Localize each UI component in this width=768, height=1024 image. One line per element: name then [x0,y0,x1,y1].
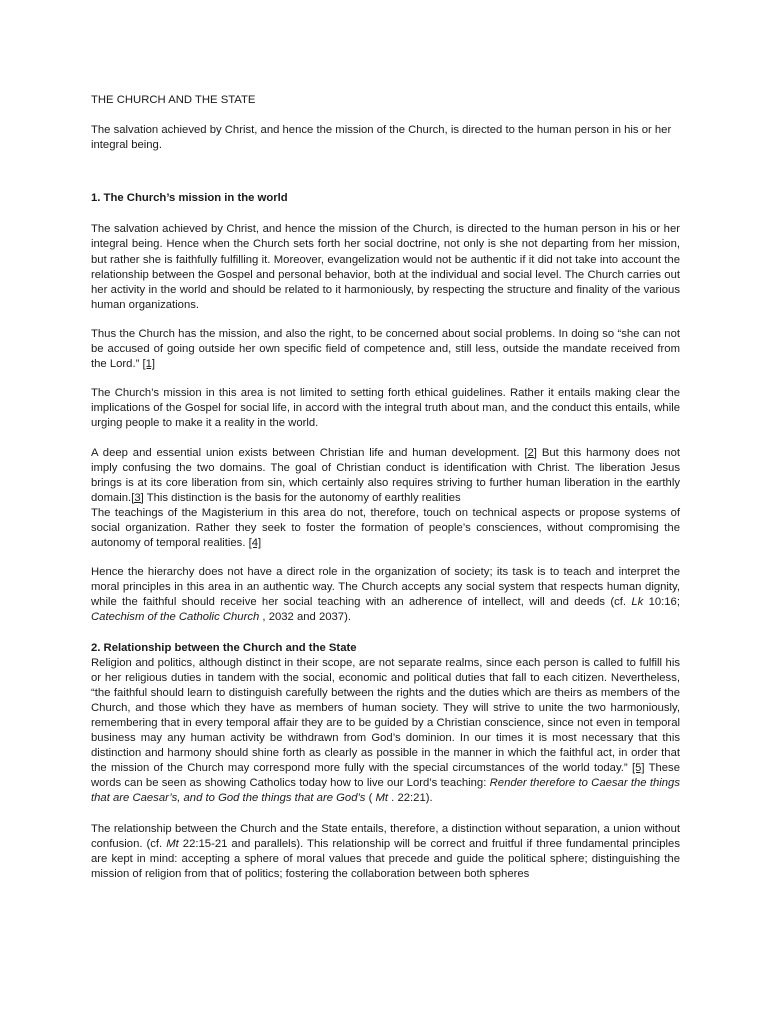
paragraph-text: , 2032 and 2037). [259,611,351,624]
paragraph-text: The teachings of the Magisterium in this area do not, therefore, touch on technical aspects or propose systems of social organization. Rather they seek to foster the formation of people’s consciences, without compromising the autonomy of temporal realities. [91,506,680,550]
citation-mt: Mt [166,837,179,850]
paragraph-text: 22:15-21 and parallels). This relationship will be correct and fruitful if three fundamental principles are kept in mind: accepting a sphere of moral values that precede and guide the political sphere; distinguishing the mission of religion from that of politics; fostering the collaboration between both spheres [91,837,680,880]
section-1-paragraph-3: The Church’s mission in this area is not limited to setting forth ethical guidelines. Rather it entails making clear the implications of the Gospel for social life, in accord with the integral truth about man, and the conduct this entails, while urging people to make it a reality in the world. [91,387,680,430]
paragraph-text: These words can be seen as showing Catholics today how to live our Lord’s teaching: [91,762,680,790]
paragraph-text: This distinction is the basis for the autonomy of earthly realities [143,491,461,504]
citation-catechism: Catechism of the Catholic Church [91,611,260,624]
paragraph-text: 10:16; [643,596,680,609]
intro-paragraph: The salvation achieved by Christ, and hence the mission of the Church, is directed to the human person in his or her integral being. [91,124,672,152]
footnote-link-2[interactable]: [2] [524,446,537,459]
paragraph-text: Religion and politics, although distinct in their scope, are not separate realms, since each person is called to fulfill his or her religious duties in tandem with the social, economic and political duties that fall to each citizen. Nevertheless, “the faithful should learn to distinguish carefully between the rights and the duties which are theirs as members of the Church, and those which they have as members of human society. They will strive to unite the two harmoniously, remembering that in every temporal affair they are to be guided by a Christian conscience, since not even in temporal business may any human activity be withdrawn from God’s dominion. In our times it is most necessary that this distinction and harmony should shine forth as clearly as possible in the manner in which the faithful act, in order that the mission of the Church may correspond more fully with the special circumstances of the world today.” [91,656,680,775]
section-1-paragraph-1: The salvation achieved by Christ, and hence the mission of the Church, is directed to the human person in his or her integral being. Hence when the Church sets forth her social doctrine, not only is she not departing from her mission, but rather she is faithfully fulfilling it. Moreover, evangelization would not be authentic if it did not take into account the relationship between the Gospel and personal behavior, both at the individual and social level. The Church carries out her activity in the world and should be related to it harmoniously, by respecting the structure and finality of the various human organizations. [91,223,680,311]
citation-mt: Mt [375,792,389,805]
footnote-link-4[interactable]: [4] [248,537,262,550]
footnote-link-3[interactable]: [3] [131,491,144,504]
paragraph-text: Thus the Church has the mission, and also the right, to be concerned about social problems. In doing so “she can not be accused of going outside her own specific field of competence and, still less, outside the mandate received from the Lord.” [91,327,680,371]
paragraph-text: Hence the hierarchy does not have a direct role in the organization of society; its task is to teach and interpret the moral principles in this area in an authentic way. The Church accepts any social system that respects human dignity, while the faithful should receive her social teaching with an adherence of intellect, will and deeds (cf. [91,566,680,609]
paragraph-text: A deep and essential union exists between Christian life and human development. [91,446,525,459]
paragraph-text: The relationship between the Church and the State entails, therefore, a distinction without separation, a union without confusion. (cf. [91,822,680,850]
section-2-paragraph-1 [91,656,680,807]
footnote-link-1[interactable]: [1] [142,358,156,371]
section-1-heading: 1. The Church’s mission in the world [91,192,288,205]
paragraph-text: But this harmony does not imply confusing the two domains. The goal of Christian conduct is identification with Christ. The liberation Jesus brings is at its core liberation from sin, which certainly also requires striving to further human liberation in the earthly domain. [91,446,680,504]
section-2-heading: 2. Relationship between the Church and the State [91,641,357,654]
paragraph-text: ( [365,792,376,805]
document-page [91,93,680,896]
citation-lk: Lk [631,596,644,609]
section-1-paragraph-6 [91,565,680,625]
section-1-paragraph-4 [91,446,680,506]
document-title: THE CHURCH AND THE STATE [91,94,256,106]
section-2-paragraph-2 [91,822,680,882]
paragraph-text: . 22:21). [388,792,433,805]
scripture-quote: Render therefore to Caesar the things that are Caesar’s, and to God the things that are God’s [91,777,680,805]
footnote-link-5[interactable]: [5] [631,762,645,775]
section-1-paragraph-2 [91,327,680,372]
section-1-paragraph-5 [91,506,680,551]
